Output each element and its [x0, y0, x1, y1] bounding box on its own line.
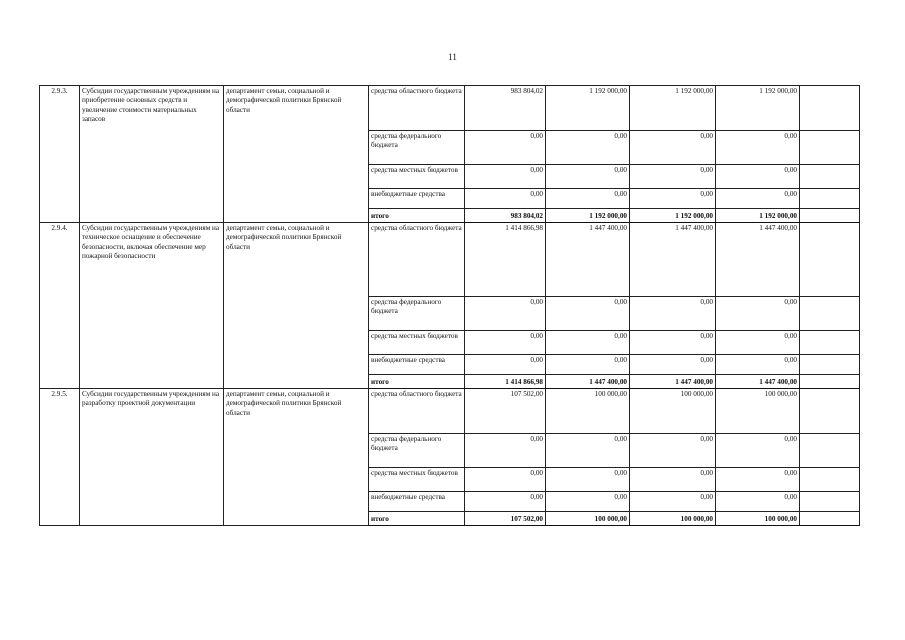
funding-source: итого	[369, 375, 465, 389]
amount-cell: 0,00	[465, 331, 546, 355]
section-department: департамент семьи, социальной и демографической политики Брянской области	[224, 223, 369, 389]
funding-source: средства федерального бюджета	[369, 131, 465, 165]
empty-cell	[800, 355, 860, 375]
amount-cell: 0,00	[465, 468, 546, 492]
empty-cell	[800, 223, 860, 297]
amount-cell: 0,00	[546, 331, 630, 355]
amount-cell: 0,00	[716, 165, 800, 189]
amount-cell: 0,00	[630, 297, 716, 331]
section-number: 2.9.5.	[40, 389, 80, 526]
funding-source: итого	[369, 512, 465, 526]
amount-cell: 0,00	[546, 165, 630, 189]
amount-cell: 1 447 400,00	[546, 375, 630, 389]
amount-cell: 0,00	[716, 297, 800, 331]
section-number: 2.9.3.	[40, 86, 80, 223]
amount-cell: 1 192 000,00	[630, 209, 716, 223]
empty-cell	[800, 512, 860, 526]
amount-cell: 0,00	[630, 131, 716, 165]
section-number: 2.9.4.	[40, 223, 80, 389]
empty-cell	[800, 434, 860, 468]
amount-cell: 0,00	[546, 189, 630, 209]
amount-cell: 0,00	[630, 165, 716, 189]
amount-cell: 100 000,00	[546, 512, 630, 526]
table-row	[40, 389, 860, 434]
amount-cell: 0,00	[465, 189, 546, 209]
funding-source: средства федерального бюджета	[369, 434, 465, 468]
section-title: Субсидии государственным учреждениям на приобретение основных средств и увеличение стоимости материальных запасов	[80, 86, 224, 223]
empty-cell	[800, 189, 860, 209]
funding-source: внебюджетные средства	[369, 492, 465, 512]
amount-cell: 1 192 000,00	[546, 86, 630, 131]
funding-source: внебюджетные средства	[369, 189, 465, 209]
amount-cell: 1 447 400,00	[716, 375, 800, 389]
amount-cell: 107 502,00	[465, 512, 546, 526]
amount-cell: 0,00	[716, 131, 800, 165]
section-title: Субсидии государственным учреждениям на разработку проектной документации	[80, 389, 224, 526]
amount-cell: 100 000,00	[716, 512, 800, 526]
amount-cell: 0,00	[630, 355, 716, 375]
amount-cell: 1 447 400,00	[630, 223, 716, 297]
amount-cell: 100 000,00	[630, 512, 716, 526]
funding-source: внебюджетные средства	[369, 355, 465, 375]
amount-cell: 1 192 000,00	[716, 86, 800, 131]
empty-cell	[800, 389, 860, 434]
budget-table-body	[40, 86, 860, 526]
amount-cell: 100 000,00	[546, 389, 630, 434]
amount-cell: 1 447 400,00	[630, 375, 716, 389]
section-department: департамент семьи, социальной и демографической политики Брянской области	[224, 389, 369, 526]
amount-cell: 0,00	[465, 355, 546, 375]
amount-cell: 0,00	[465, 165, 546, 189]
empty-cell	[800, 131, 860, 165]
empty-cell	[800, 297, 860, 331]
amount-cell: 0,00	[546, 131, 630, 165]
amount-cell: 0,00	[716, 355, 800, 375]
amount-cell: 0,00	[465, 434, 546, 468]
empty-cell	[800, 492, 860, 512]
funding-source: средства областного бюджета	[369, 223, 465, 297]
funding-source: итого	[369, 209, 465, 223]
amount-cell: 100 000,00	[716, 389, 800, 434]
amount-cell: 107 502,00	[465, 389, 546, 434]
table-row	[40, 86, 860, 131]
amount-cell: 0,00	[546, 468, 630, 492]
amount-cell: 1 447 400,00	[716, 223, 800, 297]
amount-cell: 0,00	[716, 434, 800, 468]
amount-cell: 0,00	[630, 492, 716, 512]
funding-source: средства областного бюджета	[369, 86, 465, 131]
amount-cell: 1 414 866,98	[465, 375, 546, 389]
empty-cell	[800, 209, 860, 223]
amount-cell: 0,00	[465, 131, 546, 165]
amount-cell: 0,00	[630, 331, 716, 355]
page-number: 11	[448, 52, 457, 62]
amount-cell: 0,00	[630, 434, 716, 468]
funding-source: средства областного бюджета	[369, 389, 465, 434]
amount-cell: 1 192 000,00	[716, 209, 800, 223]
amount-cell: 0,00	[546, 492, 630, 512]
amount-cell: 0,00	[716, 492, 800, 512]
amount-cell: 0,00	[716, 189, 800, 209]
amount-cell: 1 192 000,00	[630, 86, 716, 131]
table-row	[40, 223, 860, 297]
amount-cell: 0,00	[546, 434, 630, 468]
amount-cell: 100 000,00	[630, 389, 716, 434]
amount-cell: 0,00	[546, 297, 630, 331]
empty-cell	[800, 86, 860, 131]
amount-cell: 0,00	[716, 331, 800, 355]
amount-cell: 1 414 866,98	[465, 223, 546, 297]
funding-source: средства местных бюджетов	[369, 331, 465, 355]
amount-cell: 0,00	[630, 189, 716, 209]
amount-cell: 983 804,02	[465, 209, 546, 223]
amount-cell: 983 804,02	[465, 86, 546, 131]
empty-cell	[800, 331, 860, 355]
funding-source: средства местных бюджетов	[369, 165, 465, 189]
amount-cell: 0,00	[630, 468, 716, 492]
budget-table	[39, 85, 860, 526]
funding-source: средства федерального бюджета	[369, 297, 465, 331]
amount-cell: 0,00	[465, 297, 546, 331]
section-department: департамент семьи, социальной и демографической политики Брянской области	[224, 86, 369, 223]
amount-cell: 1 447 400,00	[546, 223, 630, 297]
empty-cell	[800, 375, 860, 389]
empty-cell	[800, 165, 860, 189]
funding-source: средства местных бюджетов	[369, 468, 465, 492]
section-title: Субсидии государственным учреждениям на техническое оснащение и обеспечение безопасности, включая обеспечение мер пожарной безопасности	[80, 223, 224, 389]
amount-cell: 0,00	[546, 355, 630, 375]
empty-cell	[800, 468, 860, 492]
amount-cell: 0,00	[465, 492, 546, 512]
amount-cell: 1 192 000,00	[546, 209, 630, 223]
amount-cell: 0,00	[716, 468, 800, 492]
